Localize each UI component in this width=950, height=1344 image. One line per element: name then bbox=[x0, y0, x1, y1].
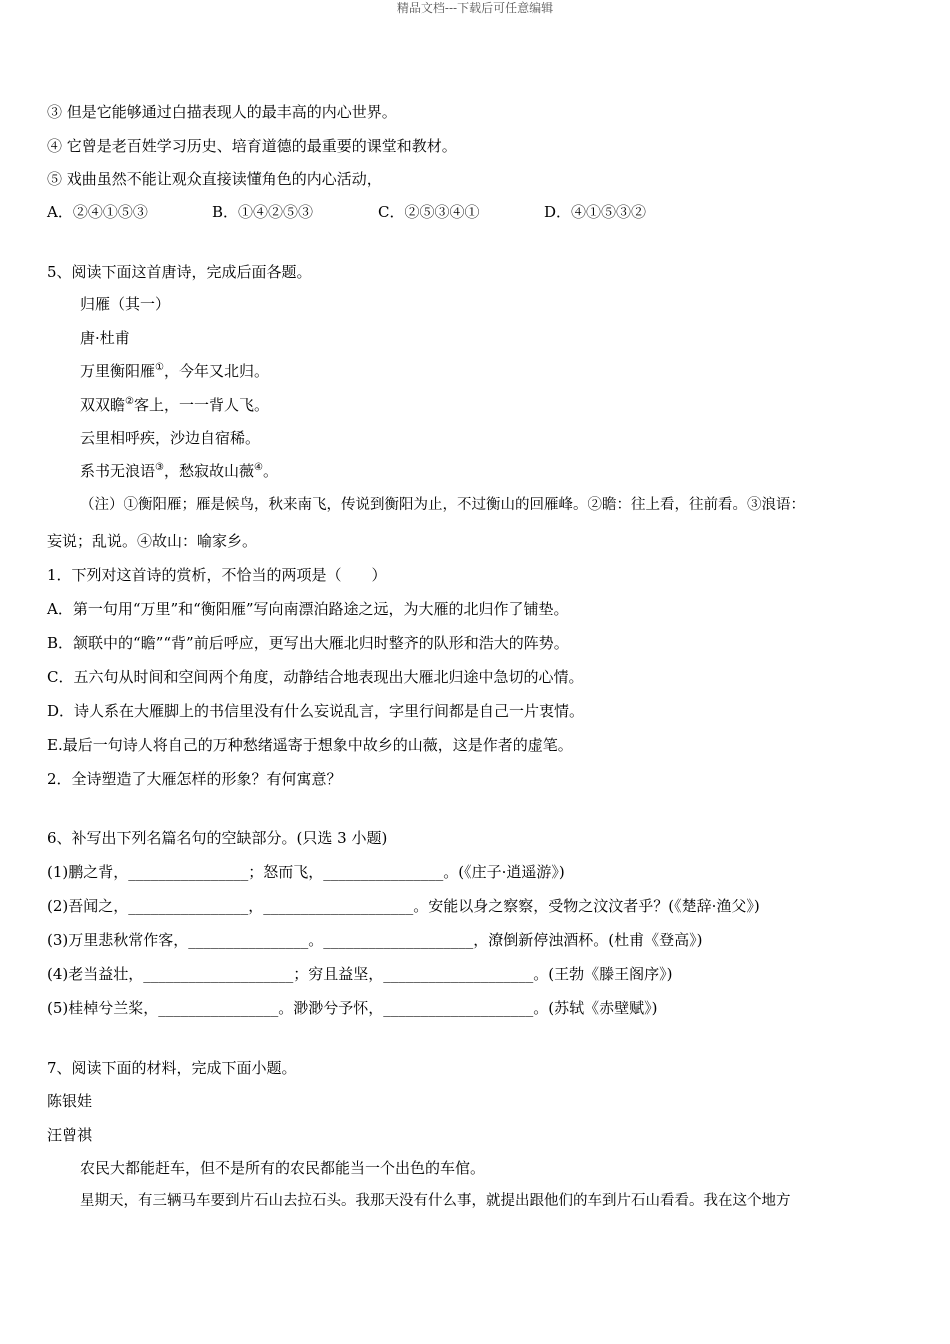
poem-line-3: 云里相呼疾，沙边自宿稀。 bbox=[80, 429, 261, 447]
question-5-title: 5、阅读下面这首唐诗，完成后面各题。 bbox=[47, 263, 312, 281]
question-6-title: 6、补写出下列名篇名句的空缺部分。(只选 3 小题) bbox=[47, 829, 388, 847]
poem-note-1: （注）①衡阳雁；雁是候鸟，秋来南飞，传说到衡阳为止，不过衡山的回雁峰。②瞻：往上看，往前看。③浪语： bbox=[80, 497, 805, 513]
poem-title: 归雁（其一） bbox=[80, 295, 171, 313]
choice-a: A．第一句用“万里”和“衡阳雁”写向南漂泊路途之远，为大雁的北归作了铺垫。 bbox=[47, 600, 569, 618]
fill-5: (5)桂棹兮兰桨，________________。渺渺兮予怀，____________________。(苏轼《赤壁赋》) bbox=[47, 999, 658, 1017]
sentence-4: ④ 它曾是老百姓学习历史、培育道德的最重要的课堂和教材。 bbox=[47, 137, 457, 155]
question-7-title: 7、阅读下面的材料，完成下面小题。 bbox=[47, 1059, 297, 1077]
story-paragraph-1: 农民大都能赶车，但不是所有的农民都能当一个出色的车倌。 bbox=[80, 1159, 486, 1177]
option-b: B．①④②⑤③ bbox=[212, 203, 314, 221]
fill-2: (2)吾闻之，________________，____________________。安能以身之察察，受物之汶汶者乎？(《楚辞·渔父》) bbox=[47, 897, 760, 915]
option-a: A．②④①⑤③ bbox=[47, 203, 148, 221]
option-c: C．②⑤③④① bbox=[378, 203, 480, 221]
choice-d: D．诗人系在大雁脚上的书信里没有什么妄说乱言，字里行间都是自己一片衷情。 bbox=[47, 702, 585, 720]
question-5-2: 2．全诗塑造了大雁怎样的形象？有何寓意？ bbox=[47, 770, 342, 788]
choice-c: C．五六句从时间和空间两个角度，动静结合地表现出大雁北归途中急切的心情。 bbox=[47, 668, 584, 686]
sentence-5: ⑤ 戏曲虽然不能让观众直接读懂角色的内心活动， bbox=[47, 170, 382, 188]
page-header: 精品文档---下载后可任意编辑 bbox=[396, 1, 554, 15]
fill-1: (1)鹏之背，________________；怒而飞，________________。(《庄子·逍遥游》) bbox=[47, 863, 565, 881]
option-d: D．④①⑤③② bbox=[544, 203, 647, 221]
poem-author: 唐·杜甫 bbox=[80, 329, 130, 347]
fill-4: (4)老当益壮，____________________；穷且益坚，____________________。(王勃《滕王阁序》) bbox=[47, 965, 673, 983]
story-title: 陈银娃 bbox=[47, 1092, 93, 1110]
choice-e: E.最后一句诗人将自己的万种愁绪遥寄于想象中故乡的山薇，这是作者的虚笔。 bbox=[47, 736, 573, 754]
poem-line-4: 系书无浪语③，愁寂故山薇④。 bbox=[80, 462, 278, 480]
choice-b: B．颔联中的“瞻”“背”前后呼应，更写出大雁北归时整齐的队形和浩大的阵势。 bbox=[47, 634, 569, 652]
order-options bbox=[47, 202, 646, 222]
poem-line-2: 双双瞻②客上，一一背人飞。 bbox=[80, 396, 269, 414]
poem-line-1: 万里衡阳雁①，今年又北归。 bbox=[80, 362, 269, 380]
story-author: 汪曾祺 bbox=[47, 1126, 93, 1144]
fill-3: (3)万里悲秋常作客，________________。____________________，潦倒新停浊酒杯。(杜甫《登高》) bbox=[47, 931, 703, 949]
sentence-3: ③ 但是它能够通过白描表现人的最丰高的内心世界。 bbox=[47, 103, 397, 121]
question-5-1: 1．下列对这首诗的赏析，不恰当的两项是（ ） bbox=[47, 566, 387, 584]
poem-note-2: 妄说；乱说。④故山：喻家乡。 bbox=[47, 532, 258, 550]
story-paragraph-2: 星期天，有三辆马车要到片石山去拉石头。我那天没有什么事，就提出跟他们的车到片石山看看。我在这个地方 bbox=[80, 1193, 791, 1209]
